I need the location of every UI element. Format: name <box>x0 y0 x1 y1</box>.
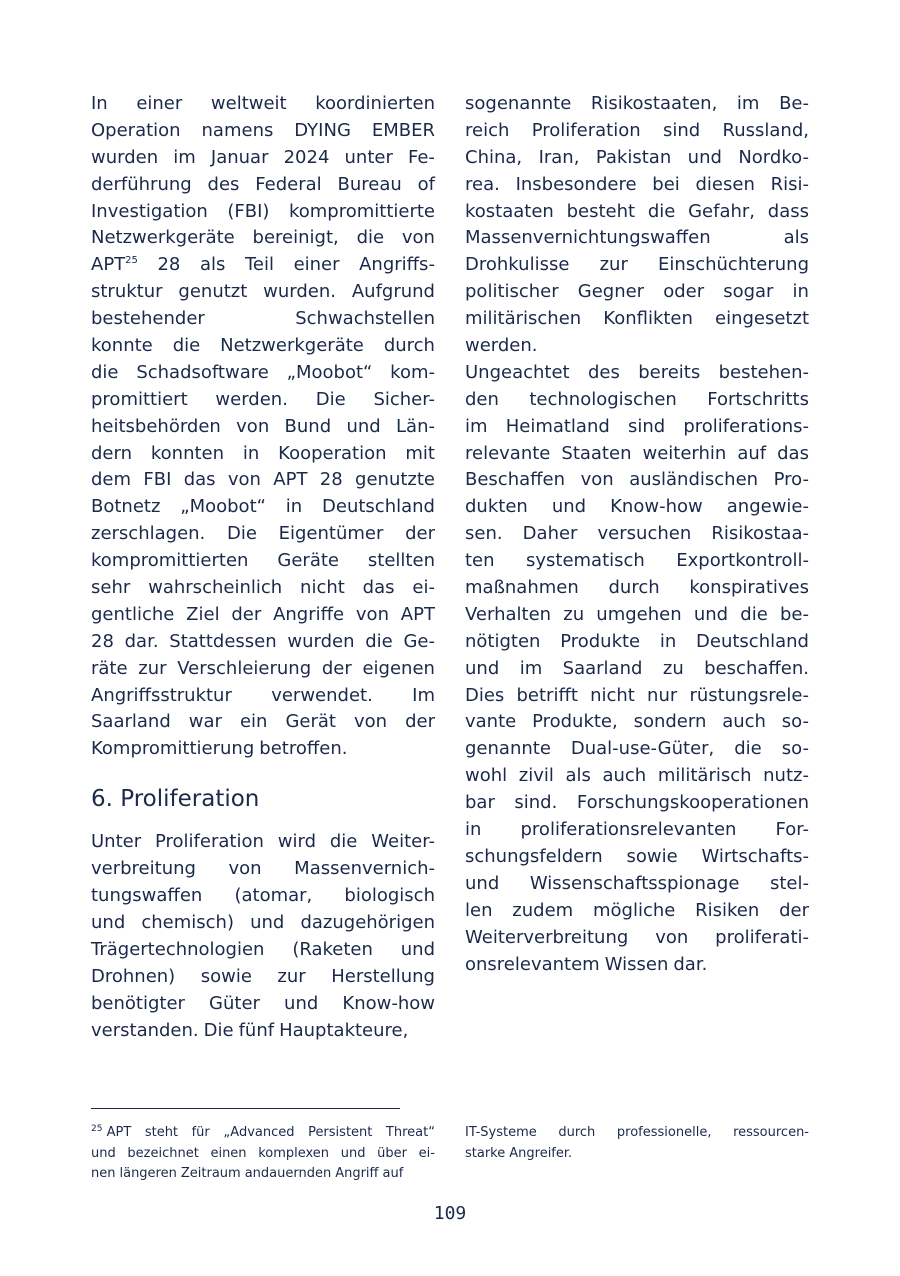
text-line: Dies betrifft nicht nur rüstungsrele- <box>465 684 809 706</box>
text-line: Drohnen) sowie zur Herstellung <box>91 965 435 987</box>
text-line: vante Produkte, sondern auch so- <box>465 711 809 733</box>
apt-with-footnote-ref: APT$^{25}$ <box>91 254 138 276</box>
text-line: sogenannte Risikostaaten, im Be- <box>465 93 809 114</box>
text-line: starke Angreifer. <box>465 1145 573 1161</box>
text-line: Unter Proliferation wird die Weiter- <box>91 831 435 853</box>
text-line: APT$^{25}$ 28 als Teil einer Angriffs- <box>91 252 435 279</box>
paragraph-procurement <box>465 360 809 978</box>
text-line: rea. Insbesondere bei diesen Risi- <box>465 173 809 195</box>
text-line: Trägertechnologien (Raketen und <box>91 938 435 960</box>
text-line: Investigation (FBI) kompromittierte <box>91 200 435 222</box>
text-line: und bezeichnet einen komplexen und über ei- <box>91 1145 435 1161</box>
text-line: IT-Systeme durch professionelle, ressourcen- <box>465 1125 809 1140</box>
text-line: wohl zivil als auch militärisch nutz- <box>465 765 809 787</box>
text-line: $^{25}$ APT steht für „Advanced Persistent Threat“ <box>91 1124 435 1140</box>
text-line: struktur genutzt wurden. Aufgrund <box>91 281 435 303</box>
text-line: konnte die Netzwerkgeräte durch <box>91 335 435 357</box>
text-line: Operation namens DYING EMBER <box>91 119 435 141</box>
paragraph-proliferation-definition <box>91 829 435 1044</box>
text-line: bar sind. Forschungskooperationen <box>465 792 809 814</box>
text-line: bestehender Schwachstellen <box>91 308 435 330</box>
left-column <box>91 91 435 1044</box>
text-line: Ungeachtet des bereits bestehen- <box>465 361 809 383</box>
text-line: im Heimatland sind proliferations- <box>465 415 809 437</box>
text-line: in proliferationsrelevanten For- <box>465 819 809 841</box>
text-line: In einer weltweit koordinierten <box>91 93 435 114</box>
text-line: Netzwerkgeräte bereinigt, die von <box>91 227 435 249</box>
text-line: Drohkulisse zur Einschüchterung <box>465 254 809 276</box>
page-number: 109 <box>433 1203 467 1224</box>
text-line: relevante Staaten weiterhin auf das <box>465 442 809 464</box>
text-line: politischer Gegner oder sogar in <box>465 281 809 303</box>
text-line: räte zur Verschleierung der eigenen <box>91 657 435 679</box>
text-line: gentliche Ziel der Angriffe von APT <box>91 603 435 625</box>
text-line: benötigter Güter und Know-how <box>91 992 435 1014</box>
footnote-number: 25 <box>91 1124 103 1134</box>
text-line: wurden im Januar 2024 unter Fe- <box>91 146 435 168</box>
text-line: kompromittierten Geräte stellten <box>91 550 435 572</box>
text-line: dern konnten in Kooperation mit <box>91 442 435 464</box>
text-line: Angriffsstruktur verwendet. Im <box>91 684 435 706</box>
text-line: reich Proliferation sind Russland, <box>465 119 809 141</box>
text-line: und chemisch) und dazugehörigen <box>91 911 435 933</box>
text-line: Beschaffen von ausländischen Pro- <box>465 469 809 491</box>
text-line: dem FBI das von APT 28 genutzte <box>91 469 435 491</box>
text-line: dukten und Know-how angewie- <box>465 496 809 518</box>
section-heading-proliferation: 6. Proliferation <box>91 786 260 813</box>
text-line: onsrelevantem Wissen dar. <box>465 953 708 975</box>
text-line: Kompromittierung betroffen. <box>91 738 348 760</box>
text-line: den technologischen Fortschritts <box>465 388 809 410</box>
paragraph-risk-states <box>465 91 809 360</box>
text-line: die Schadsoftware „Moobot“ kom- <box>91 361 435 383</box>
footnote-left <box>91 1123 435 1185</box>
text-line: tungswaffen (atomar, biologisch <box>91 885 435 907</box>
text-line: ten systematisch Exportkontroll- <box>465 550 809 572</box>
footnote-reference[interactable]: 25 <box>125 255 138 267</box>
text-line: len zudem mögliche Risiken der <box>465 899 809 921</box>
text-line: militärischen Konflikten eingesetzt <box>465 308 809 330</box>
text-line: maßnahmen durch konspiratives <box>465 577 809 599</box>
text-line: Botnetz „Moobot“ in Deutschland <box>91 496 435 518</box>
text-line: derführung des Federal Bureau of <box>91 173 435 195</box>
text-line: schungsfeldern sowie Wirtschafts- <box>465 845 809 867</box>
text-line: Weiterverbreitung von proliferati- <box>465 926 809 948</box>
text-line: heitsbehörden von Bund und Län- <box>91 415 435 437</box>
text-line: verbreitung von Massenvernich- <box>91 858 435 880</box>
text-line: werden. <box>465 335 538 357</box>
paragraph-dying-ember <box>91 91 435 763</box>
text-line: Massenvernichtungswaffen als <box>465 227 809 249</box>
footnote-divider <box>91 1108 400 1109</box>
text-line: und Wissenschaftsspionage stel- <box>465 872 809 894</box>
footnote-right <box>465 1123 809 1164</box>
text-line: zerschlagen. Die Eigentümer der <box>91 523 435 545</box>
text-line: kostaaten besteht die Gefahr, dass <box>465 200 809 222</box>
text-line: nen längeren Zeitraum andauernden Angriff auf <box>91 1166 404 1181</box>
text-line: Saarland war ein Gerät von der <box>91 711 435 733</box>
text-line: und im Saarland zu beschaffen. <box>465 657 809 679</box>
text-line: sen. Daher versuchen Risikostaa- <box>465 523 809 545</box>
text-line: promittiert werden. Die Sicher- <box>91 388 435 410</box>
text-line: Verhalten zu umgehen und die be- <box>465 603 809 625</box>
text-line: genannte Dual-use-Güter, die so- <box>465 738 809 760</box>
text-line: verstanden. Die fünf Hauptakteure, <box>91 1019 409 1041</box>
right-column <box>465 91 809 978</box>
text-line: 28 dar. Stattdessen wurden die Ge- <box>91 630 435 652</box>
text-line: nötigten Produkte in Deutschland <box>465 630 809 652</box>
text-line: sehr wahrscheinlich nicht das ei- <box>91 577 435 599</box>
text-line: China, Iran, Pakistan und Nordko- <box>465 146 809 168</box>
